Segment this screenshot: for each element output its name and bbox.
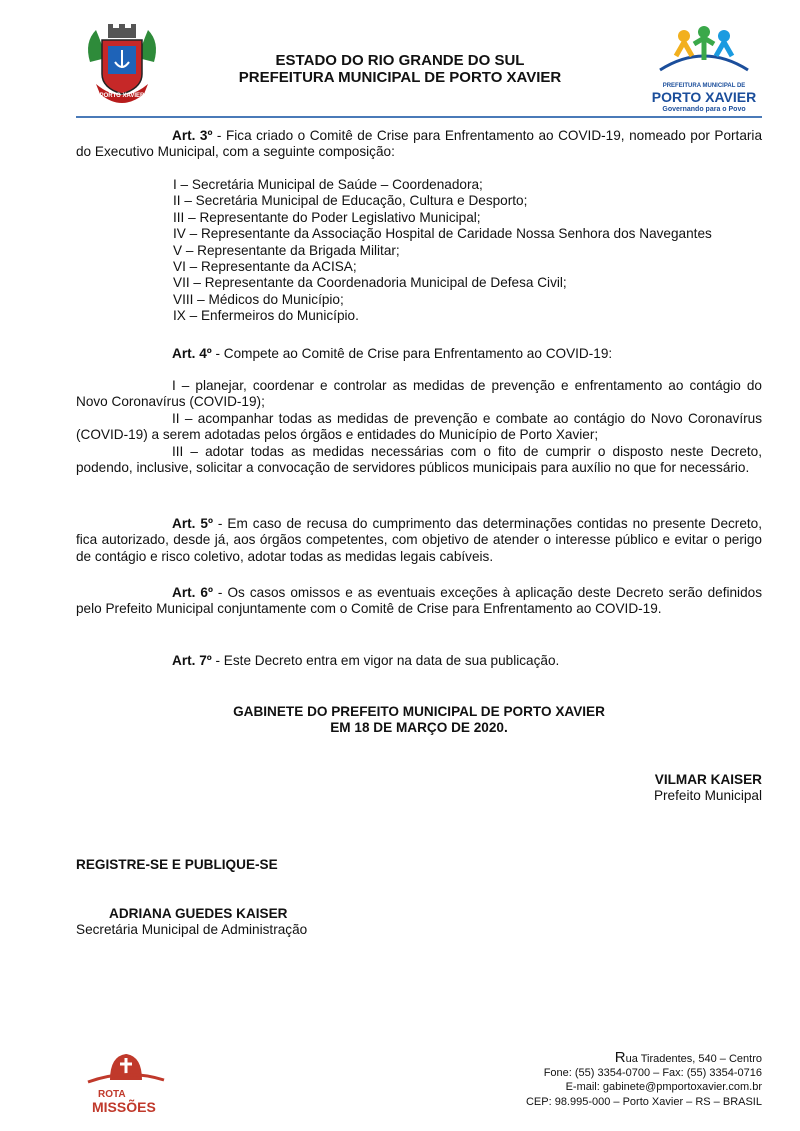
list-item: III – Representante do Poder Legislativo Municipal; [173,209,481,225]
logo-line1: PREFEITURA MUNICIPAL DE [662,83,746,89]
address-initial: R [614,1049,626,1066]
art7-paragraph [76,653,762,669]
address-rest: ua Tiradentes, 540 – Centro [625,1053,762,1065]
header-divider [76,116,762,118]
missoes-text: MISSÕES [92,1099,156,1115]
art4-label: Art. 4º [172,346,212,361]
art4-item-2: II – acompanhar todas as medidas de prevenção e combate ao contágio do Novo Coronavírus (COVID-19) a serem adotadas pelos órgãos e entidades do Município de Porto Xavier; [76,410,762,443]
logo-line2: PORTO XAVIER [651,89,757,105]
closing-line1: GABINETE DO PREFEITO MUNICIPAL DE PORTO XAVIER [233,704,605,719]
secretary-name: ADRIANA GUEDES KAISER [109,906,288,921]
list-item: VII – Representante da Coordenadoria Municipal de Defesa Civil; [173,275,567,291]
list-item: IV – Representante da Associação Hospital de Caridade Nossa Senhora dos Navegantes [173,226,712,242]
list-item: VIII – Médicos do Município; [173,291,344,307]
list-item: V – Representante da Brigada Militar; [173,242,400,258]
register-heading: REGISTRE-SE E PUBLIQUE-SE [76,857,278,872]
list-item: II – Secretária Municipal de Educação, Cultura e Desporto; [173,193,528,209]
signer-title: Prefeito Municipal [653,788,762,804]
art4-item-1: I – planejar, coordenar e controlar as medidas de prevenção e enfrentamento ao contágio do Novo Coronavírus (COVID-19); [76,378,762,410]
closing-block [76,704,762,737]
art3-label: Art. 3º [172,128,213,143]
rota-text: ROTA [98,1089,126,1100]
art4-item-3: III – adotar todas as medidas necessárias com o fito de cumprir o disposto neste Decreto, podendo, inclusive, solicitar a convocação de servidores públicos municipais para auxílio no que for necessário. [76,443,762,476]
closing-line2: EM 18 DE MARÇO DE 2020. [330,720,508,736]
rota-missoes-logo [84,1050,168,1114]
art7-label: Art. 7º [172,653,212,668]
secretary-title: Secretária Municipal de Administração [76,922,308,938]
footer-phone: Fone: (55) 3354-0700 – Fax: (55) 3354-0716 [543,1067,762,1080]
art6-paragraph [76,585,762,618]
art6-label: Art. 6º [172,585,213,600]
signer-name: VILMAR KAISER [654,772,762,787]
art3-list [173,177,773,325]
prefeitura-logo [648,22,760,112]
footer-contact [526,1051,762,1109]
footer-address [526,1051,762,1066]
header-prefeitura: PREFEITURA MUNICIPAL DE PORTO XAVIER [238,69,562,86]
header-state: ESTADO DO RIO GRANDE DO SUL [275,52,525,69]
secretary-block [76,906,307,939]
art4-text: - Compete ao Comitê de Crise para Enfrentamento ao COVID-19: [211,346,613,361]
art6-text: - Os casos omissos e as eventuais exceções à aplicação deste Decreto serão definidos pelo Prefeito Municipal conjuntamente com o Comitê de Crise para Enfrentamento ao COVID-19. [76,585,762,617]
logo-line3: Governando para o Povo [662,106,746,113]
art3-paragraph [76,128,762,161]
art4-items [76,378,762,476]
footer-cep: CEP: 98.995-000 – Porto Xavier – RS – BRASIL [525,1095,762,1108]
footer-email: E-mail: gabinete@pmportoxavier.com.br [565,1081,762,1094]
list-item: VI – Representante da ACISA; [173,259,357,275]
list-item: I – Secretária Municipal de Saúde – Coordenadora; [173,177,483,192]
header-title [200,52,600,86]
art7-text: - Este Decreto entra em vigor na data de sua publicação. [211,653,560,668]
art5-text: - Em caso de recusa do cumprimento das determinações contidas no presente Decreto, fica autorizado, desde já, aos órgãos competentes, com objetivo de atender o interesse público e evitar o perigo de contágio e risco coletivo, adotar todas as medidas legais cabíveis. [76,516,762,564]
art5-paragraph [76,516,762,565]
signer-block [654,772,762,805]
list-item: IX – Enfermeiros do Município. [173,308,359,324]
art5-label: Art. 5º [172,516,213,531]
art3-text: - Fica criado o Comitê de Crise para Enfrentamento ao COVID-19, nomeado por Portaria do Executivo Municipal, com a seguinte composição: [76,128,762,160]
art4-paragraph [76,346,762,362]
coat-of-arms-text: PORTO XAVIER [99,93,145,99]
